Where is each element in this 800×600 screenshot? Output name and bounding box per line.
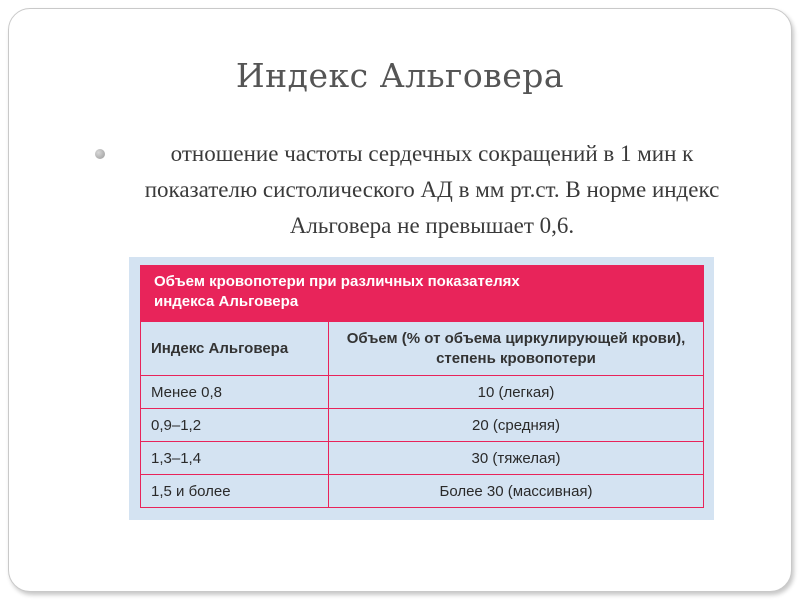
table-row bbox=[141, 442, 704, 475]
table-row bbox=[141, 409, 704, 442]
cell-index: Менее 0,8 bbox=[141, 376, 329, 409]
cell-volume: 20 (средняя) bbox=[329, 409, 704, 442]
column-header-index: Индекс Альговера bbox=[141, 322, 329, 376]
bullet-text: отношение частоты сердечных сокращений в 1 мин к показателю систолического АД в мм рт.ст. В норме индекс Альговера не превышает 0,6. bbox=[144, 141, 720, 238]
data-table bbox=[140, 321, 704, 508]
bullet-dot-icon bbox=[95, 149, 105, 159]
table-row bbox=[141, 475, 704, 508]
column-header-volume: Объем (% от объема циркулирующей крови), степень кровопотери bbox=[329, 322, 704, 376]
table-caption bbox=[140, 265, 704, 321]
cell-index: 1,3–1,4 bbox=[141, 442, 329, 475]
table-row bbox=[141, 376, 704, 409]
blood-loss-table bbox=[129, 257, 714, 520]
table-caption-line-2: индекса Альговера bbox=[154, 293, 299, 310]
table-caption-line-1: Объем кровопотери при различных показателях bbox=[154, 273, 520, 290]
slide-title: Индекс Альговера bbox=[235, 56, 565, 95]
cell-index: 1,5 и более bbox=[141, 475, 329, 508]
table-header-row bbox=[141, 322, 704, 376]
cell-index: 0,9–1,2 bbox=[141, 409, 329, 442]
cell-volume: 10 (легкая) bbox=[329, 376, 704, 409]
cell-volume: Более 30 (массивная) bbox=[329, 475, 704, 508]
cell-volume: 30 (тяжелая) bbox=[329, 442, 704, 475]
